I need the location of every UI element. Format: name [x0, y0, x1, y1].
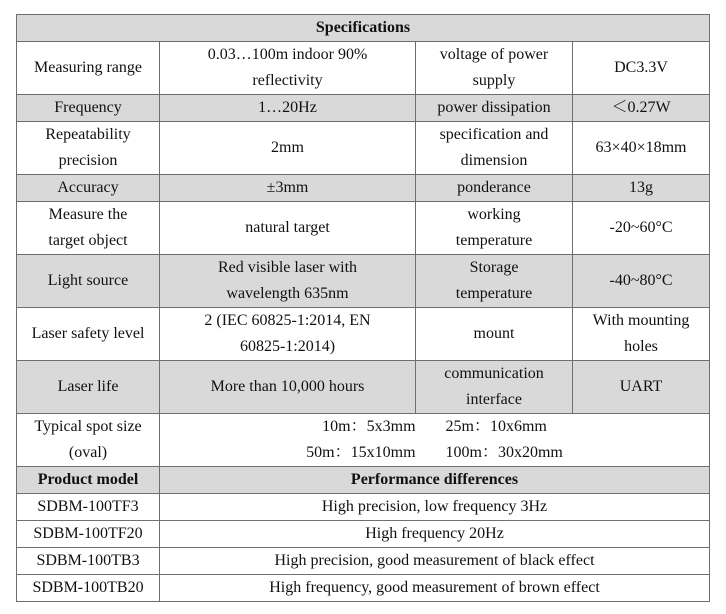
target-object-value: natural target — [160, 202, 416, 255]
table-row — [17, 494, 710, 521]
voltage-value: DC3.3V — [573, 42, 710, 95]
spec-row — [17, 175, 710, 202]
laser-life-label: Laser life — [17, 361, 160, 414]
spec-row — [17, 95, 710, 122]
working-temperature-label: working temperature — [416, 202, 573, 255]
ponderance-label: ponderance — [416, 175, 573, 202]
spot-size-10m: 10m：5x3mm — [322, 418, 416, 435]
ponderance-value: 13g — [573, 175, 710, 202]
model-name: SDBM-100TF20 — [17, 521, 160, 548]
repeatability-label: Repeatability precision — [17, 122, 160, 175]
spot-size-row — [164, 440, 705, 466]
title-row — [17, 15, 710, 42]
product-model-header: Product model — [17, 467, 160, 494]
table-title: Specifications — [17, 15, 710, 42]
spot-size-values — [160, 414, 710, 467]
storage-temperature-value: -40~80°C — [573, 255, 710, 308]
dimension-label: specification and dimension — [416, 122, 573, 175]
mount-value: With mounting holes — [573, 308, 710, 361]
spot-size-100m: 100m：30x20mm — [445, 444, 563, 461]
measuring-range-value: 0.03…100m indoor 90% reflectivity — [160, 42, 416, 95]
spec-row — [17, 42, 710, 95]
models-header-row — [17, 467, 710, 494]
model-name: SDBM-100TF3 — [17, 494, 160, 521]
specifications-table — [16, 14, 710, 602]
accuracy-value: ±3mm — [160, 175, 416, 202]
spec-row — [17, 122, 710, 175]
spot-size-25m: 25m：10x6mm — [445, 418, 547, 435]
model-difference: High precision, good measurement of black effect — [160, 548, 710, 575]
laser-life-value: More than 10,000 hours — [160, 361, 416, 414]
voltage-label: voltage of power supply — [416, 42, 573, 95]
communication-value: UART — [573, 361, 710, 414]
repeatability-value: 2mm — [160, 122, 416, 175]
table-row — [17, 521, 710, 548]
model-name: SDBM-100TB20 — [17, 575, 160, 602]
power-dissipation-label: power dissipation — [416, 95, 573, 122]
spec-row — [17, 255, 710, 308]
measuring-range-label: Measuring range — [17, 42, 160, 95]
spec-row — [17, 361, 710, 414]
target-object-label: Measure the target object — [17, 202, 160, 255]
spec-row — [17, 202, 710, 255]
spot-size-label: Typical spot size (oval) — [17, 414, 160, 467]
table-row — [17, 548, 710, 575]
frequency-value: 1…20Hz — [160, 95, 416, 122]
power-dissipation-value: ＜0.27W — [573, 95, 710, 122]
model-name: SDBM-100TB3 — [17, 548, 160, 575]
table-row — [17, 575, 710, 602]
accuracy-label: Accuracy — [17, 175, 160, 202]
communication-label: communication interface — [416, 361, 573, 414]
spec-row — [17, 414, 710, 467]
model-difference: High frequency 20Hz — [160, 521, 710, 548]
light-source-label: Light source — [17, 255, 160, 308]
light-source-value: Red visible laser with wavelength 635nm — [160, 255, 416, 308]
model-difference: High frequency, good measurement of brown effect — [160, 575, 710, 602]
working-temperature-value: -20~60°C — [573, 202, 710, 255]
frequency-label: Frequency — [17, 95, 160, 122]
laser-safety-label: Laser safety level — [17, 308, 160, 361]
spot-size-50m: 50m：15x10mm — [306, 444, 416, 461]
storage-temperature-label: Storage temperature — [416, 255, 573, 308]
performance-differences-header: Performance differences — [160, 467, 710, 494]
mount-label: mount — [416, 308, 573, 361]
spec-row — [17, 308, 710, 361]
laser-safety-value: 2 (IEC 60825-1:2014, EN 60825-1:2014) — [160, 308, 416, 361]
dimension-value: 63×40×18mm — [573, 122, 710, 175]
model-difference: High precision, low frequency 3Hz — [160, 494, 710, 521]
spot-size-row — [164, 414, 705, 440]
